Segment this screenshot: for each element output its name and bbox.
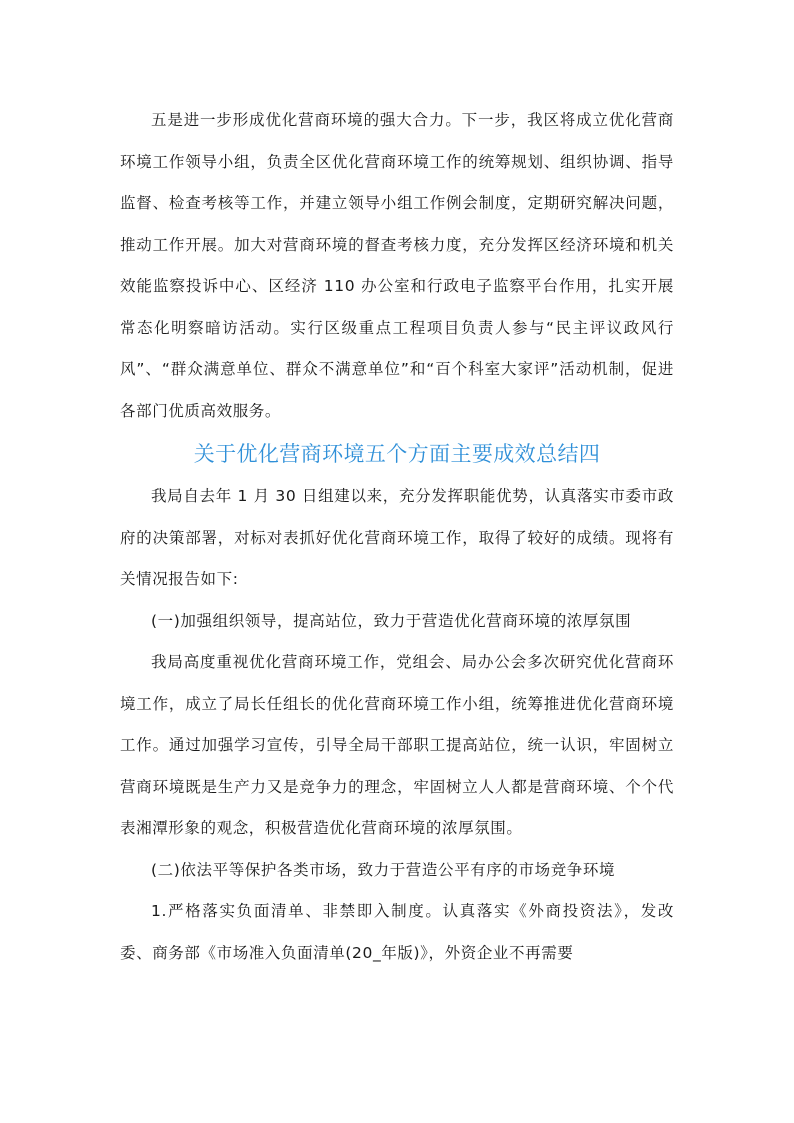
document-body [120, 100, 674, 974]
subheading-2: (二)依法平等保护各类市场，致力于营造公平有序的市场竞争环境 [151, 860, 616, 879]
paragraph-intro: 我局自去年 1 月 30 日组建以来，充分发挥职能优势，认真落实市委市政府的决策部署，对标对表抓好优化营商环境工作，取得了较好的成绩。现将有关情况报告如下: [120, 487, 674, 588]
paragraph-leadership: 我局高度重视优化营商环境工作，党组会、局办公会多次研究优化营商环境工作，成立了局长任组长的优化营商环境工作小组，统筹推进优化营商环境工作。通过加强学习宣传，引导全局干部职工提高站位，统一认识，牢固树立营商环境既是生产力又是竞争力的理念，牢固树立人人都是营商环境、个个代表湘潭形象的观念，积极营造优化营商环境的浓厚氛围。 [120, 653, 674, 837]
paragraph-negative-list: 1.严格落实负面清单、非禁即入制度。认真落实《外商投资法》，发改委、商务部《市场准入负面清单(20_年版)》，外资企业不再需要 [120, 902, 674, 962]
section-heading: 关于优化营商环境五个方面主要成效总结四 [193, 442, 601, 466]
paragraph-5-synergy: 五是进一步形成优化营商环境的强大合力。下一步，我区将成立优化营商环境工作领导小组，负责全区优化营商环境工作的统筹规划、组织协调、指导监督、检查考核等工作，并建立领导小组工作例会制度，定期研究解决问题，推动工作开展。加大对营商环境的督查考核力度，充分发挥区经济环境和机关效能监察投诉中心、区经济 110 办公室和行政电子监察平台作用，扎实开展常态化明察暗访活动。实行区级重点工程项目负责人参与“民主评议政风行风”、“群众满意单位、群众不满意单位”和“百个科室大家评”活动机制，促进各部门优质高效服务。 [120, 111, 674, 420]
subheading-1: (一)加强组织领导，提高站位，致力于营造优化营商环境的浓厚氛围 [151, 611, 632, 630]
